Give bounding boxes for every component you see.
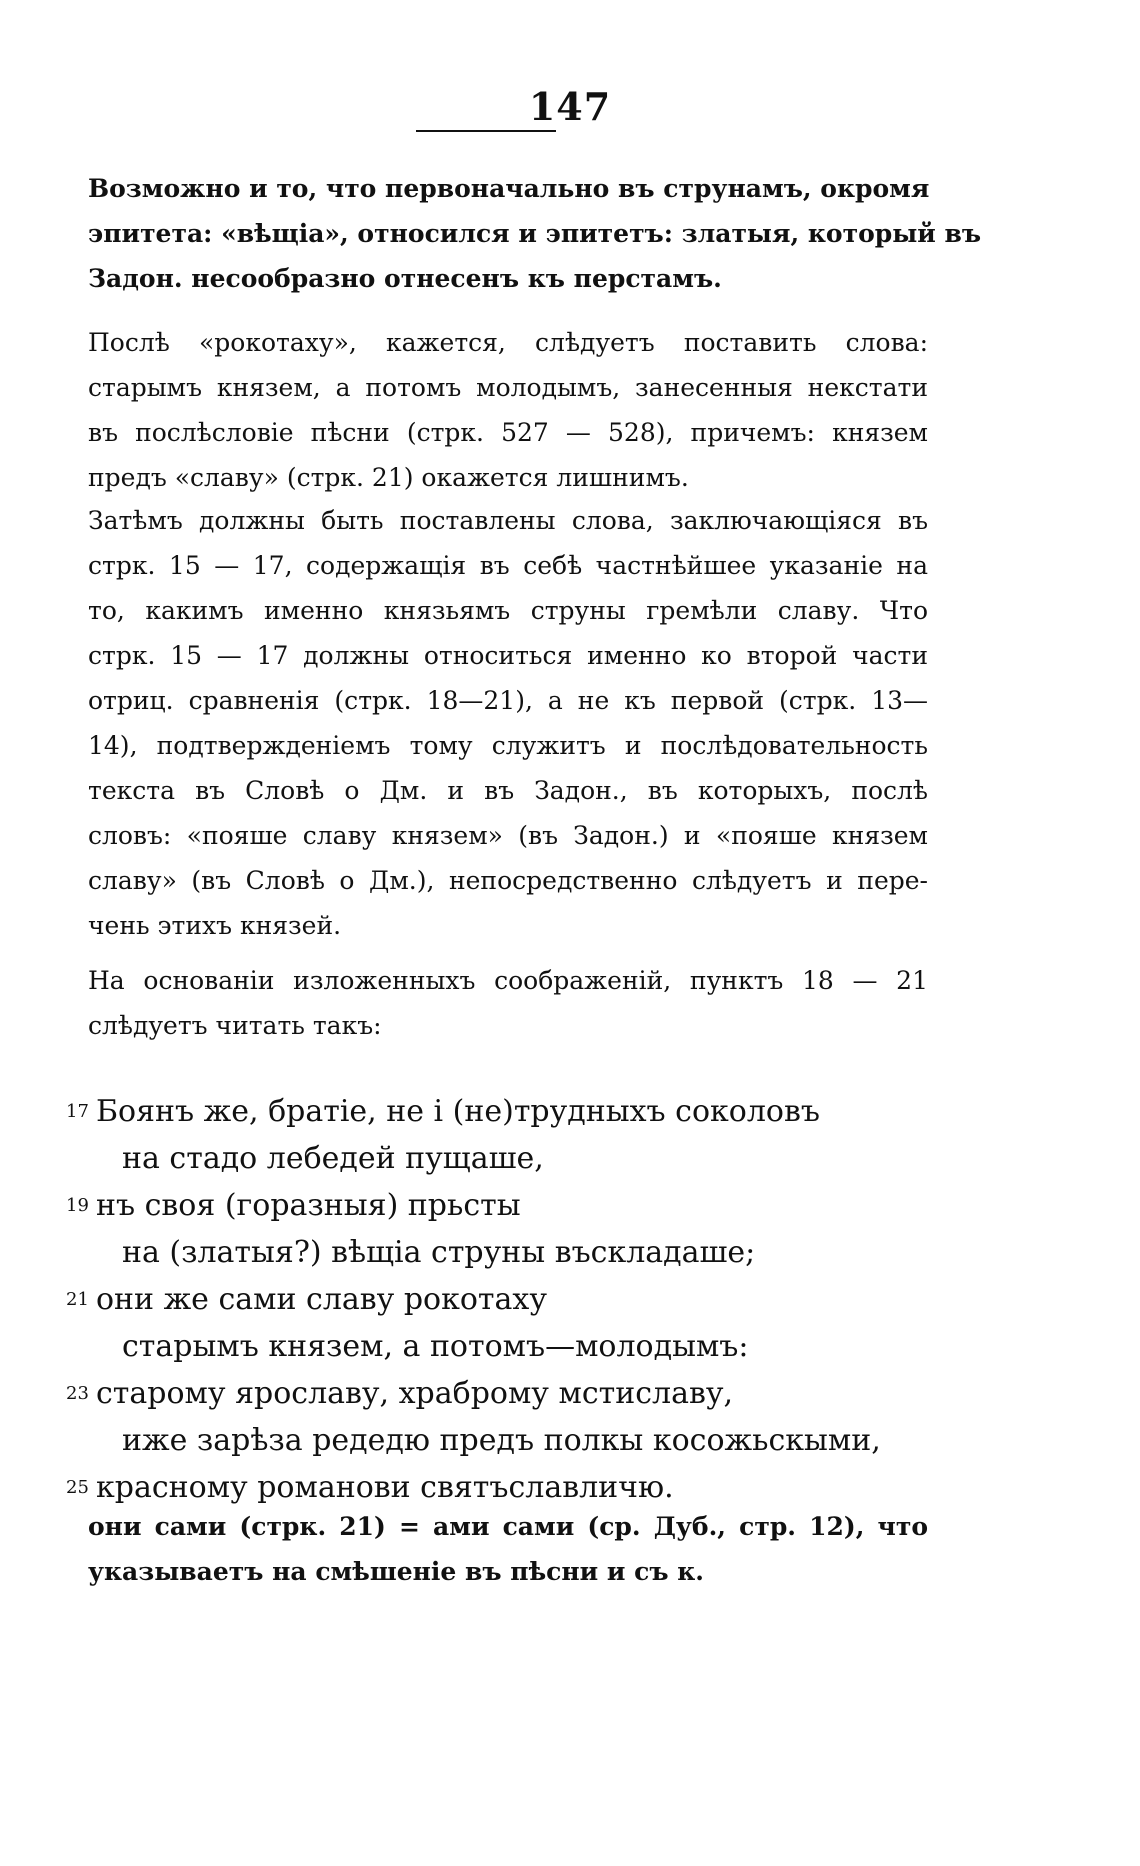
paragraph-line: то, какимъ именно князьямъ струны гремѣли славу. Что — [88, 596, 928, 625]
paragraph-5 — [88, 1504, 928, 1594]
verse-line-text: они же сами славу рокотаху — [96, 1282, 547, 1317]
paragraph-1 — [88, 166, 982, 301]
paragraph-line: славу» (въ Словѣ о Дм.), непосредственно слѣдуетъ и пере- — [88, 866, 928, 895]
verse-line — [66, 1088, 946, 1135]
paragraph-line: стрк. 15 — 17 должны относиться именно ко второй части — [88, 641, 928, 670]
paragraph-line: отриц. сравненія (стрк. 18—21), а не къ первой (стрк. 13— — [88, 686, 928, 715]
paragraph-line: Задон. несообразно отнесенъ къ перстамъ. — [88, 264, 722, 293]
paragraph-line: На основаніи изложенныхъ соображеній, пунктъ 18 — 21 — [88, 966, 928, 995]
verse-line — [66, 1370, 946, 1417]
paragraph-line: Послѣ «рокотаху», кажется, слѣдуетъ поставить слова: — [88, 328, 928, 357]
paragraph-line: старымъ князем, а потомъ молодымъ, занесенныя некстати — [88, 373, 928, 402]
paragraph-line: текста въ Словѣ о Дм. и въ Задон., въ которыхъ, послѣ — [88, 776, 928, 805]
page-number: 147 — [528, 84, 612, 129]
verse-line-number: 25 — [66, 1477, 89, 1498]
paragraph-line: 14), подтвержденіемъ тому служитъ и послѣдовательность — [88, 731, 928, 760]
paragraph-line: Возможно и то, что первоначально въ струнамъ, окромя — [88, 174, 930, 203]
paragraph-line: стрк. 15 — 17, содержащія въ себѣ частнѣйшее указаніе на — [88, 551, 928, 580]
verse-line — [66, 1135, 946, 1182]
paragraph-line: чень этихъ князей. — [88, 911, 342, 940]
verse-line-text: на (златыя?) вѣщіа струны въскладаше; — [122, 1235, 756, 1270]
paragraph-line: предъ «славу» (стрк. 21) окажется лишнимъ. — [88, 463, 689, 492]
paragraph-line: въ послѣсловіе пѣсни (стрк. 527 — 528), причемъ: князем — [88, 418, 928, 447]
verse-line-text: старому ярославу, храброму мстиславу, — [96, 1376, 734, 1411]
verse-line-text: старымъ князем, а потомъ—молодымъ: — [122, 1329, 749, 1364]
verse-line-number: 19 — [66, 1195, 89, 1216]
verse-line-text: иже зарѣза редедю предъ полкы косожьскыми, — [122, 1423, 881, 1458]
paragraph-line: указываетъ на смѣшеніе въ пѣсни и съ к. — [88, 1557, 705, 1586]
verse-line — [66, 1182, 946, 1229]
verse-line-text: красному романови святъславличю. — [96, 1470, 674, 1505]
paragraph-line: словъ: «пояше славу князем» (въ Задон.) и «пояше князем — [88, 821, 928, 850]
paragraph-3 — [88, 498, 928, 948]
verse-line — [66, 1229, 946, 1276]
verse-line-text: на стадо лебедей пущаше, — [122, 1141, 544, 1176]
verse-line — [66, 1276, 946, 1323]
verse-line-text: Боянъ же, братіе, не і (не)трудныхъ соколовъ — [96, 1094, 820, 1129]
verse-line-text: нъ своя (горазныя) прьсты — [96, 1188, 521, 1223]
paragraph-2 — [88, 320, 928, 500]
paragraph-line: они сами (стрк. 21) = ами сами (ср. Дуб., стр. 12), что — [88, 1512, 928, 1541]
paragraph-4 — [88, 958, 928, 1048]
verse-line — [66, 1417, 946, 1464]
verse-line-number: 21 — [66, 1289, 89, 1310]
page-number-rule — [416, 130, 556, 132]
verse-block — [66, 1088, 946, 1511]
verse-line — [66, 1323, 946, 1370]
verse-line-number: 23 — [66, 1383, 89, 1404]
paragraph-line: Затѣмъ должны быть поставлены слова, заключающіяся въ — [88, 506, 928, 535]
paragraph-line: слѣдуетъ читать такъ: — [88, 1011, 382, 1040]
paragraph-line: эпитета: «вѣщіа», относился и эпитетъ: златыя, который въ — [88, 219, 982, 248]
verse-line-number: 17 — [66, 1101, 89, 1122]
